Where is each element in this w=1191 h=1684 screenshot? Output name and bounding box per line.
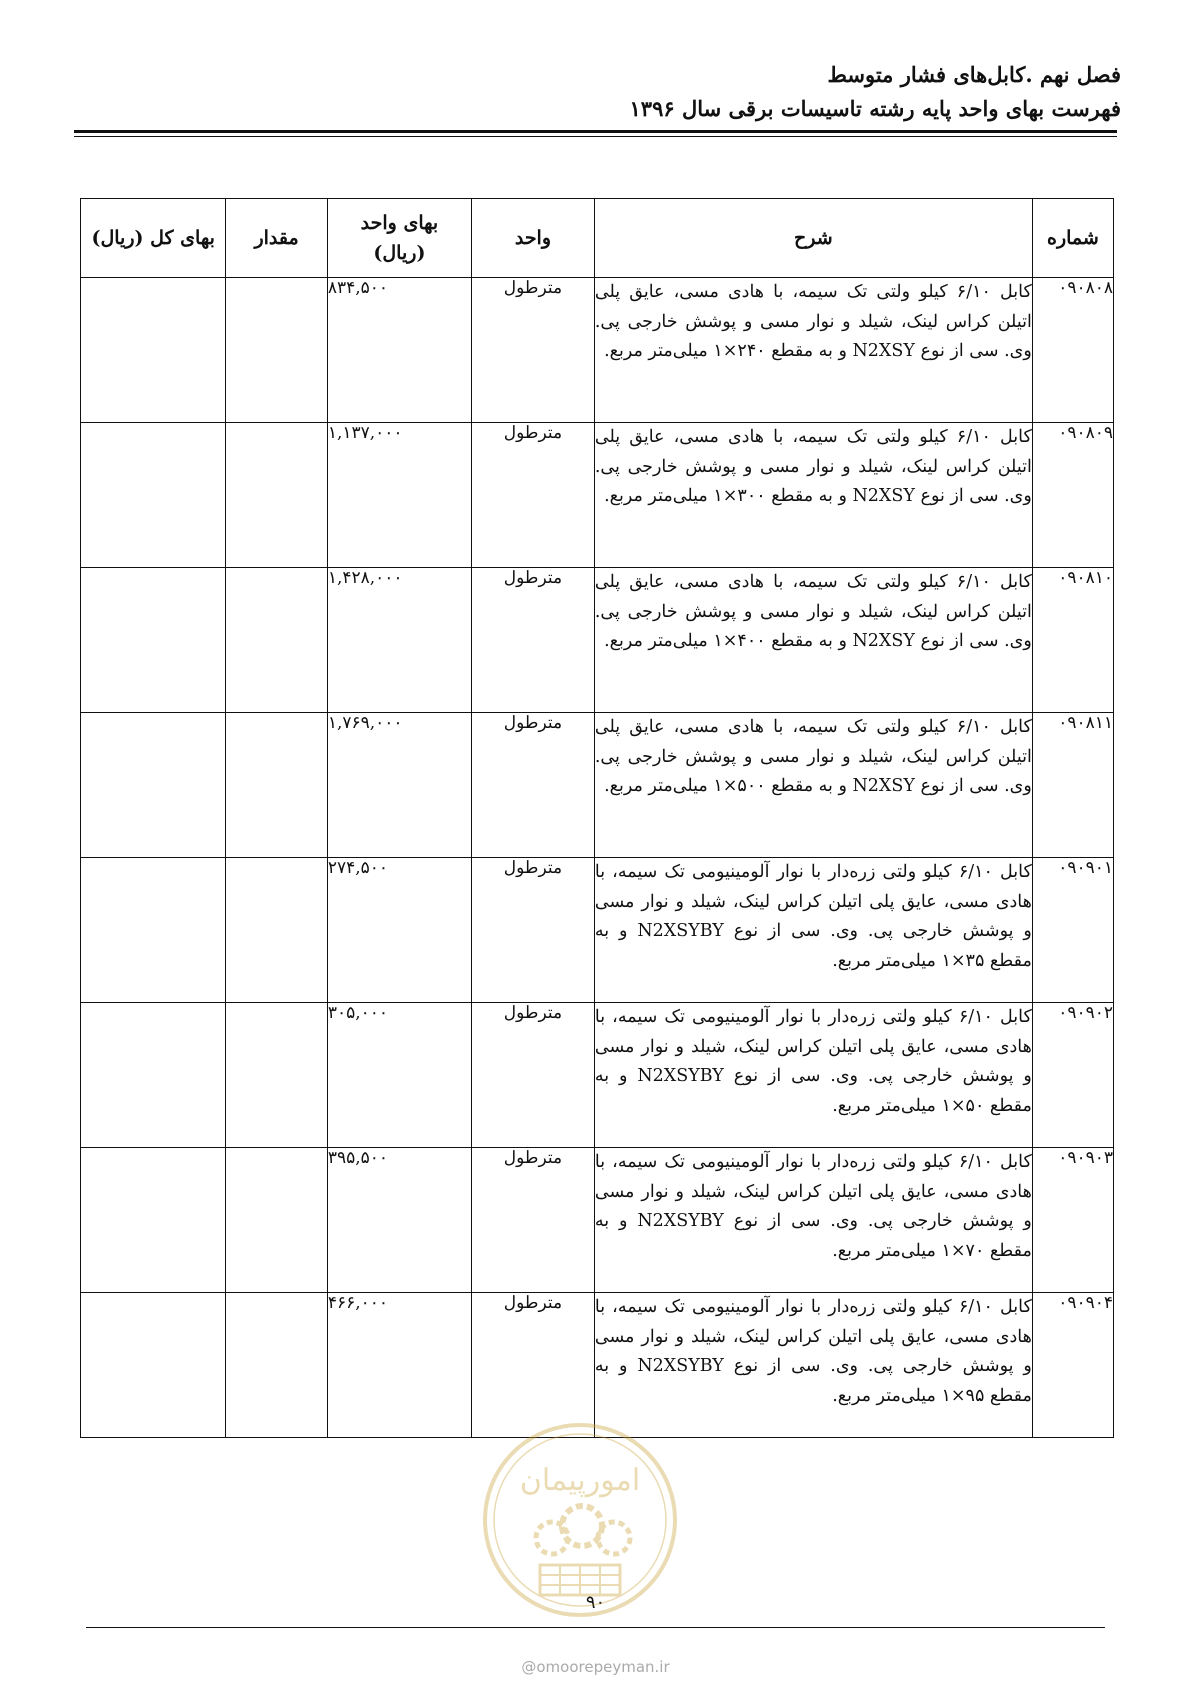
header-rule-thin <box>74 136 1117 137</box>
table-row <box>81 1003 1114 1148</box>
row-description: کابل ۶/۱۰ کیلو ولتی زره‌دار با نوار آلومینیومی تک سیمه، با هادی مسی، عایق پلی اتیلن کراس لینک، شیلد و نوار مسی و پوشش خارجی پی. وی. سی از نوع N2XSYBY و به مقطع ۵۰×۱ میلی‌متر مربع. <box>594 1003 1032 1148</box>
header-rule-thick <box>74 130 1117 133</box>
row-unit-price: ۴۶۶,۰۰۰ <box>327 1293 471 1438</box>
watermark-logo <box>480 1420 680 1620</box>
row-total-price <box>81 423 226 568</box>
row-code: ۰۹۰۸۰۹ <box>1032 423 1113 568</box>
col-header-quantity: مقدار <box>226 199 327 278</box>
row-quantity <box>226 858 327 1003</box>
unit-price-label: بهای واحد <box>360 212 439 234</box>
table-row <box>81 713 1114 858</box>
table-row <box>81 858 1114 1003</box>
col-header-total: بهای کل (ریال) <box>81 199 226 278</box>
page-header <box>70 58 1121 126</box>
row-quantity <box>226 1293 327 1438</box>
row-unit: مترطول <box>472 278 595 423</box>
table-row <box>81 1148 1114 1293</box>
row-code: ۰۹۰۹۰۱ <box>1032 858 1113 1003</box>
row-total-price <box>81 278 226 423</box>
row-total-price <box>81 1148 226 1293</box>
row-quantity <box>226 713 327 858</box>
row-code: ۰۹۰۹۰۲ <box>1032 1003 1113 1148</box>
row-description: کابل ۶/۱۰ کیلو ولتی تک سیمه، با هادی مسی، عایق پلی اتیلن کراس لینک، شیلد و نوار مسی و پوشش خارجی پی. وی. سی از نوع N2XSY و به مقطع ۴۰۰×۱ میلی‌متر مربع. <box>594 568 1032 713</box>
row-unit: مترطول <box>472 713 595 858</box>
row-code: ۰۹۰۹۰۴ <box>1032 1293 1113 1438</box>
document-subtitle: فهرست بهای واحد پایه رشته تاسیسات برقی سال ۱۳۹۶ <box>629 96 1121 121</box>
row-code: ۰۹۰۸۱۱ <box>1032 713 1113 858</box>
row-description: کابل ۶/۱۰ کیلو ولتی زره‌دار با نوار آلومینیومی تک سیمه، با هادی مسی، عایق پلی اتیلن کراس لینک، شیلد و نوار مسی و پوشش خارجی پی. وی. سی از نوع N2XSYBY و به مقطع ۷۰×۱ میلی‌متر مربع. <box>594 1148 1032 1293</box>
row-unit-price: ۳۰۵,۰۰۰ <box>327 1003 471 1148</box>
row-total-price <box>81 1003 226 1148</box>
row-code: ۰۹۰۸۰۸ <box>1032 278 1113 423</box>
chapter-title: فصل نهم .کابل‌های فشار متوسط <box>827 62 1121 87</box>
row-unit: مترطول <box>472 568 595 713</box>
row-unit-price: ۱,۱۳۷,۰۰۰ <box>327 423 471 568</box>
row-unit-price: ۱,۴۲۸,۰۰۰ <box>327 568 471 713</box>
col-header-desc: شرح <box>594 199 1032 278</box>
footer-rule <box>86 1627 1105 1628</box>
row-description: کابل ۶/۱۰ کیلو ولتی زره‌دار با نوار آلومینیومی تک سیمه، با هادی مسی، عایق پلی اتیلن کراس لینک، شیلد و نوار مسی و پوشش خارجی پی. وی. سی از نوع N2XSYBY و به مقطع ۹۵×۱ میلی‌متر مربع. <box>594 1293 1032 1438</box>
row-description: کابل ۶/۱۰ کیلو ولتی تک سیمه، با هادی مسی، عایق پلی اتیلن کراس لینک، شیلد و نوار مسی و پوشش خارجی پی. وی. سی از نوع N2XSY و به مقطع ۳۰۰×۱ میلی‌متر مربع. <box>594 423 1032 568</box>
row-total-price <box>81 568 226 713</box>
row-quantity <box>226 1003 327 1148</box>
col-header-unit: واحد <box>472 199 595 278</box>
row-quantity <box>226 278 327 423</box>
row-description: کابل ۶/۱۰ کیلو ولتی زره‌دار با نوار آلومینیومی تک سیمه، با هادی مسی، عایق پلی اتیلن کراس لینک، شیلد و نوار مسی و پوشش خارجی پی. وی. سی از نوع N2XSYBY و به مقطع ۳۵×۱ میلی‌متر مربع. <box>594 858 1032 1003</box>
unit-price-currency: (ریال) <box>373 242 426 264</box>
row-quantity <box>226 568 327 713</box>
row-description: کابل ۶/۱۰ کیلو ولتی تک سیمه، با هادی مسی، عایق پلی اتیلن کراس لینک، شیلد و نوار مسی و پوشش خارجی پی. وی. سی از نوع N2XSY و به مقطع ۲۴۰×۱ میلی‌متر مربع. <box>594 278 1032 423</box>
page-number: ۹۰ <box>585 1592 606 1613</box>
table-row <box>81 423 1114 568</box>
row-code: ۰۹۰۹۰۳ <box>1032 1148 1113 1293</box>
col-header-unit-price <box>327 199 471 278</box>
row-total-price <box>81 858 226 1003</box>
row-total-price <box>81 713 226 858</box>
row-quantity <box>226 1148 327 1293</box>
watermark-text: امورپیمان <box>519 1463 641 1498</box>
row-unit-price: ۲۷۴,۵۰۰ <box>327 858 471 1003</box>
table-row <box>81 568 1114 713</box>
row-unit: مترطول <box>472 423 595 568</box>
row-unit-price: ۸۳۴,۵۰۰ <box>327 278 471 423</box>
row-total-price <box>81 1293 226 1438</box>
row-unit: مترطول <box>472 1148 595 1293</box>
row-unit: مترطول <box>472 858 595 1003</box>
row-unit: مترطول <box>472 1293 595 1438</box>
row-description: کابل ۶/۱۰ کیلو ولتی تک سیمه، با هادی مسی، عایق پلی اتیلن کراس لینک، شیلد و نوار مسی و پوشش خارجی پی. وی. سی از نوع N2XSY و به مقطع ۵۰۰×۱ میلی‌متر مربع. <box>594 713 1032 858</box>
price-table <box>80 198 1114 1438</box>
row-unit-price: ۱,۷۶۹,۰۰۰ <box>327 713 471 858</box>
row-unit-price: ۳۹۵,۵۰۰ <box>327 1148 471 1293</box>
table-row <box>81 278 1114 423</box>
table-row <box>81 1293 1114 1438</box>
site-watermark: @omoorepeyman.ir <box>521 1658 670 1676</box>
col-header-code: شماره <box>1032 199 1113 278</box>
row-quantity <box>226 423 327 568</box>
row-code: ۰۹۰۸۱۰ <box>1032 568 1113 713</box>
table-header-row <box>81 199 1114 278</box>
row-unit: مترطول <box>472 1003 595 1148</box>
